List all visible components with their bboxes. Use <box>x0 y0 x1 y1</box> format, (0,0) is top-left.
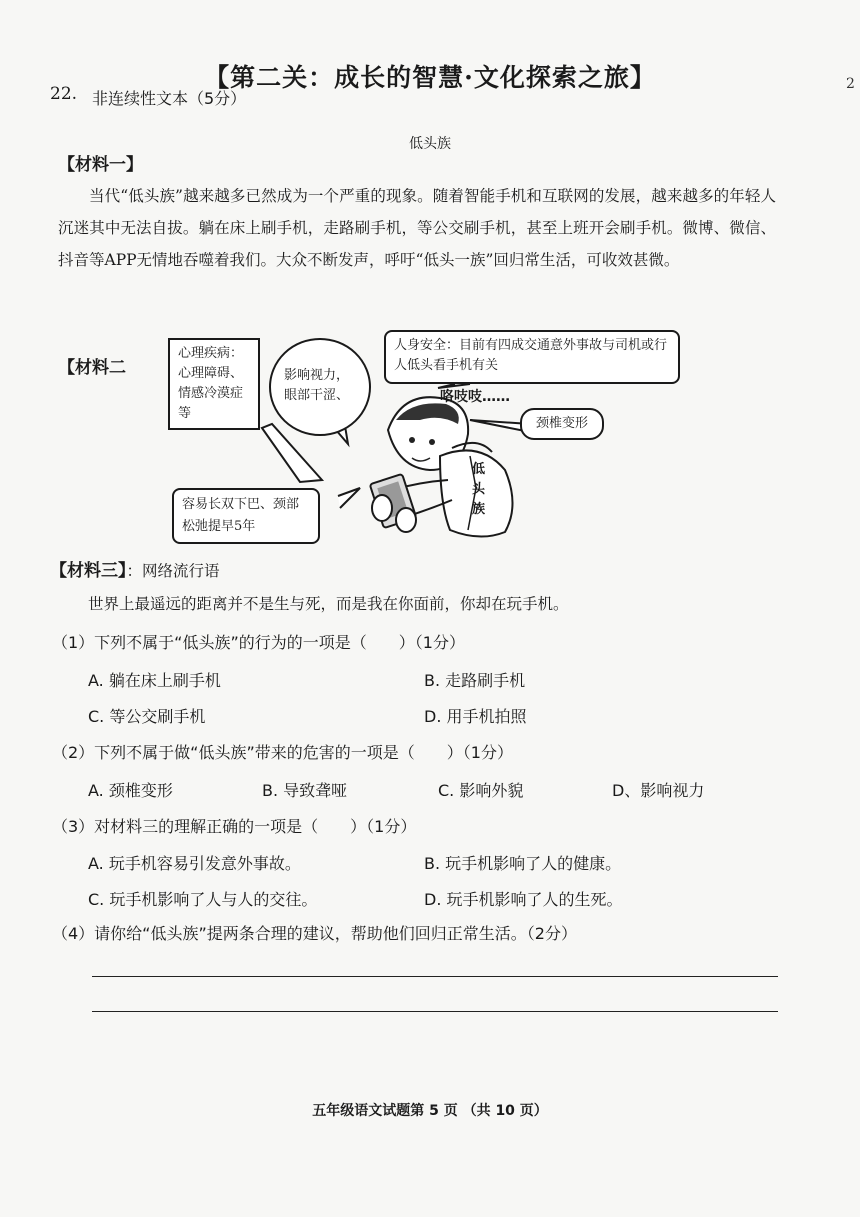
material1-text: 当代“低头族”越来越多已然成为一个严重的现象。随着智能手机和互联网的发展，越来越多的年轻人沉迷其中无法自拔。躺在床上刷手机，走路刷手机，等公交刷手机，甚至上班开会刷手机。微博、微信、抖音等APP无情地吞噬着我们。大众不断发声，呼吁“低头一族”回归常生活，可收效甚微。 <box>58 187 776 269</box>
q3-option-c: C. 玩手机影响了人与人的交往。 <box>88 890 318 909</box>
material3-label: 【材料三】 <box>50 561 127 581</box>
material3-text: 世界上最遥远的距离并不是生与死，而是我在你面前，你却在玩手机。 <box>88 595 569 613</box>
edge-page-mark: 2 <box>846 76 855 92</box>
shirt-text: 低头族 <box>472 462 486 517</box>
bubble-safety: 人身安全：目前有四成交通意外事故与司机或行人低头看手机有关 <box>384 330 680 384</box>
section-title: 【第二关：成长的智慧·文化探索之旅】 <box>204 63 656 92</box>
question-1-stem: （1）下列不属于“低头族”的行为的一项是（ ）（1分） <box>52 633 465 652</box>
question-2-stem: （2）下列不属于做“低头族”带来的危害的一项是（ ）（1分） <box>52 743 513 762</box>
bubble-psych-title: 心理疾病： <box>178 346 244 361</box>
answer-line-2[interactable] <box>92 1011 778 1012</box>
bubble-psych <box>168 338 260 430</box>
q1-option-a: A. 躺在床上刷手机 <box>88 671 221 690</box>
q3-option-b: B. 玩手机影响了人的健康。 <box>424 854 622 873</box>
q2-option-d: D、影响视力 <box>612 781 705 800</box>
bubble-psych-body: 心理障碍、情感冷漠症等 <box>178 366 244 421</box>
material3-heading <box>50 556 220 581</box>
question-number: 22. <box>50 84 78 104</box>
sound-effect-text: 咯吱吱…… <box>440 389 510 405</box>
q2-option-a: A. 颈椎变形 <box>88 781 173 800</box>
bubble-cervical: 颈椎变形 <box>520 408 604 440</box>
material2-illustration <box>0 0 860 560</box>
q3-option-d: D. 玩手机影响了人的生死。 <box>424 890 623 909</box>
question-4-stem: （4）请你给“低头族”提两条合理的建议，帮助他们回归正常生活。（2分） <box>52 924 577 943</box>
bubble-chin: 容易长双下巴、颈部松弛提早5年 <box>172 488 320 544</box>
q3-option-a: A. 玩手机容易引发意外事故。 <box>88 854 301 873</box>
q1-option-d: D. 用手机拍照 <box>424 707 527 726</box>
material2-label: 【材料二 <box>58 358 126 378</box>
material-title: 低头族 <box>409 136 451 152</box>
q2-option-c: C. 影响外貌 <box>438 781 524 800</box>
question-title: 非连续性文本（5分） <box>92 89 247 108</box>
q1-option-b: B. 走路刷手机 <box>424 671 526 690</box>
page-footer: 五年级语文试题第 5 页 （共 10 页） <box>312 1103 548 1119</box>
material1-label: 【材料一】 <box>58 155 143 175</box>
q1-option-c: C. 等公交刷手机 <box>88 707 206 726</box>
bubble-vision: 影响视力，眼部干涩、 <box>284 368 350 403</box>
answer-line-1[interactable] <box>92 976 778 977</box>
q2-option-b: B. 导致聋哑 <box>262 781 348 800</box>
material3-label-suffix: ：网络流行语 <box>126 562 220 580</box>
question-3-stem: （3）对材料三的理解正确的一项是（ ）（1分） <box>52 817 417 836</box>
